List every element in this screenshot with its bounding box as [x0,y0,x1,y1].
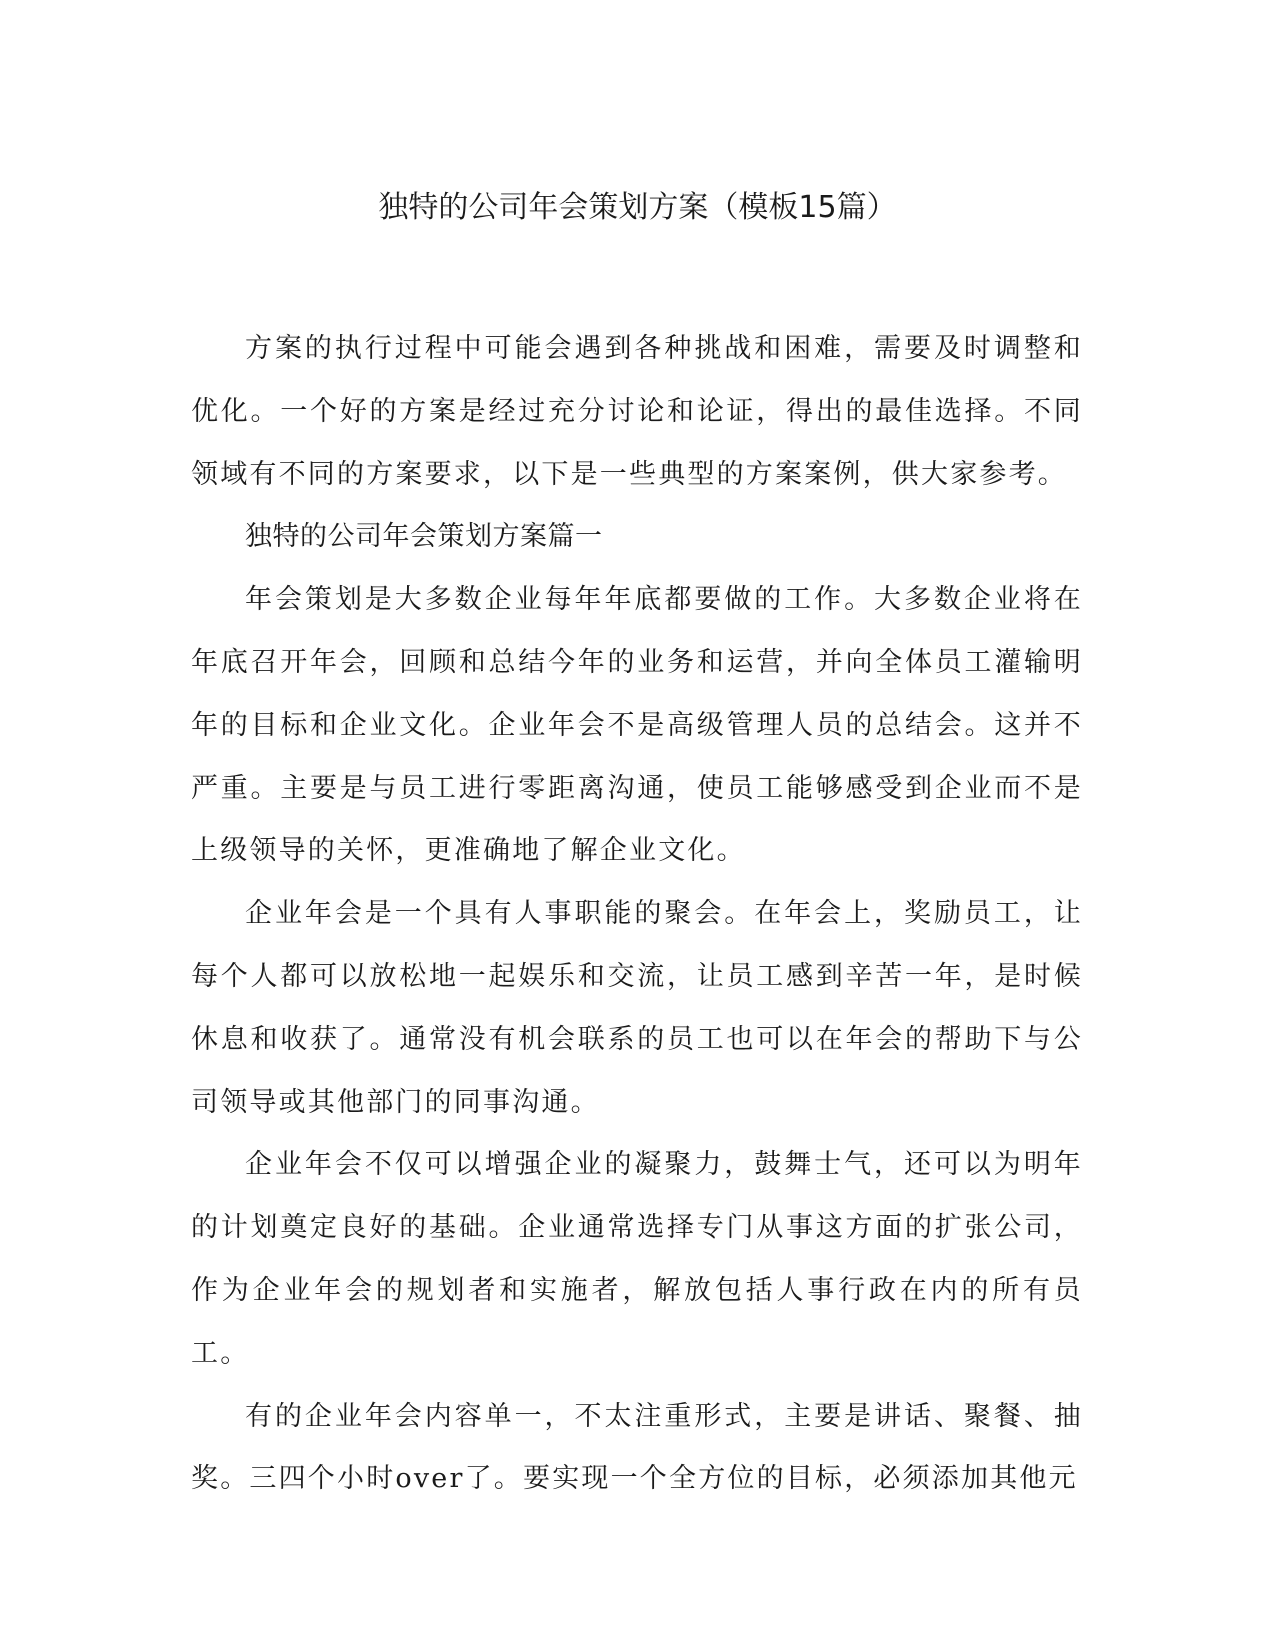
document-title: 独特的公司年会策划方案（模板15篇） [378,190,897,225]
paragraph: 有的企业年会内容单一，不太注重形式，主要是讲话、聚餐、抽奖。三四个小时over了。要实现一个全方位的目标，必须添加其他元 [191,1400,1083,1495]
section-heading-1: 独特的公司年会策划方案篇一 [245,521,603,553]
paragraph-intro: 方案的执行过程中可能会遇到各种挑战和困难，需要及时调整和优化。一个好的方案是经过充分讨论和论证，得出的最佳选择。不同领域有不同的方案要求，以下是一些典型的方案案例，供大家参考。 [191,333,1083,490]
paragraph: 企业年会是一个具有人事职能的聚会。在年会上，奖励员工，让每个人都可以放松地一起娱乐和交流，让员工感到辛苦一年，是时候休息和收获了。通常没有机会联系的员工也可以在年会的帮助下与公司领导或其他部门的同事沟通。 [191,898,1083,1118]
document-body [191,318,1083,1511]
paragraph: 企业年会不仅可以增强企业的凝聚力，鼓舞士气，还可以为明年的计划奠定良好的基础。企业通常选择专门从事这方面的扩张公司，作为企业年会的规划者和实施者，解放包括人事行政在内的所有员工。 [191,1149,1083,1369]
paragraph: 年会策划是大多数企业每年年底都要做的工作。大多数企业将在年底召开年会，回顾和总结今年的业务和运营，并向全体员工灌输明年的目标和企业文化。企业年会不是高级管理人员的总结会。这并不严重。主要是与员工进行零距离沟通，使员工能够感受到企业而不是上级领导的关怀，更准确地了解企业文化。 [191,584,1083,867]
